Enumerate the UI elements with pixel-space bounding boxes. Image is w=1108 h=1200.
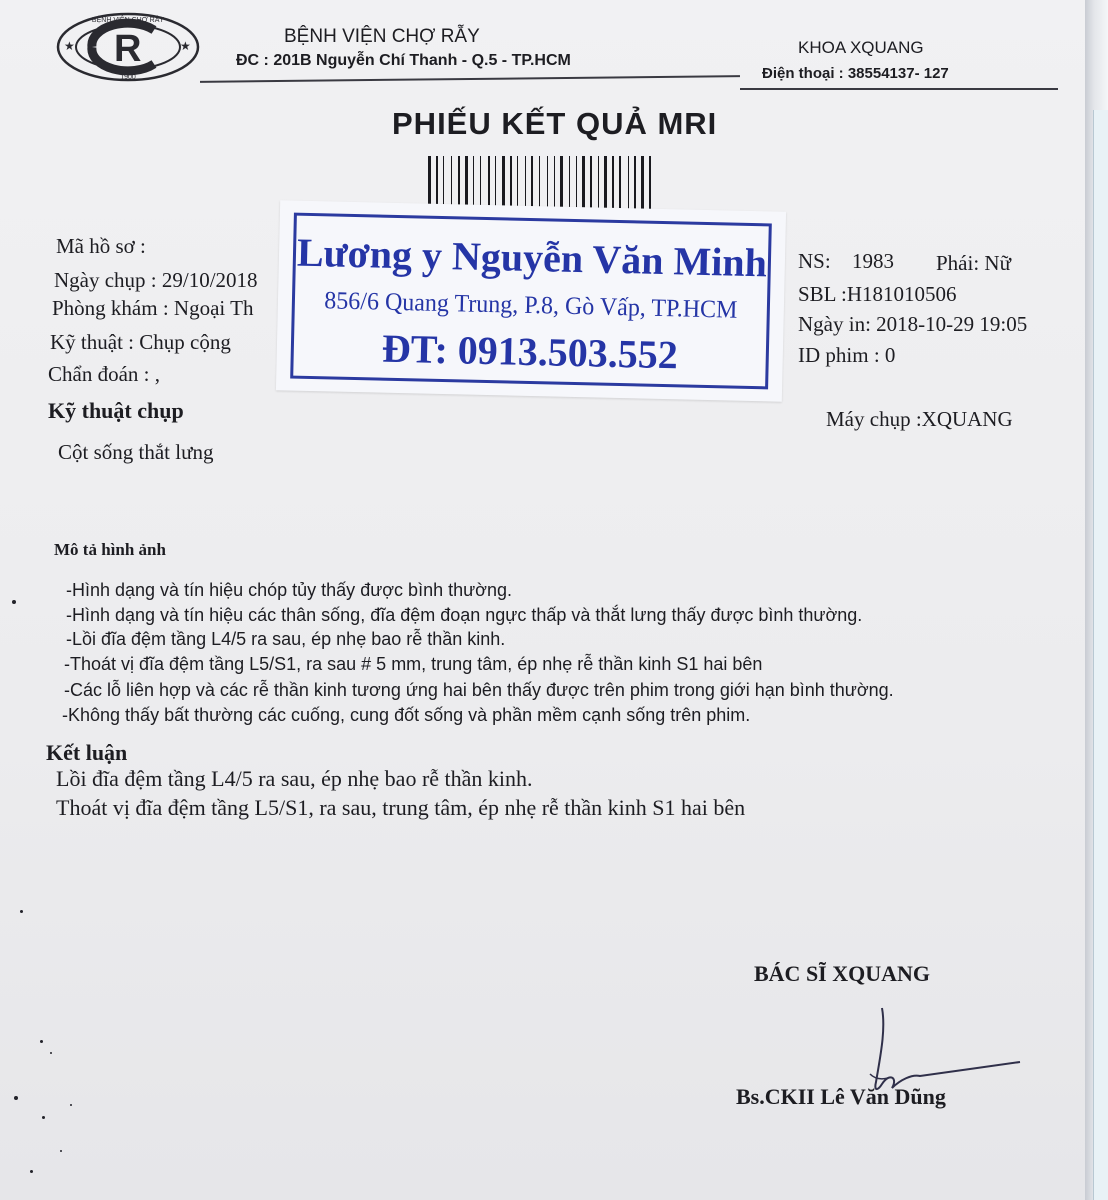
barcode-bar (514, 156, 515, 210)
birth-year-label: NS: (798, 249, 831, 273)
logo-arc-text: BỆNH VIỆN CHỢ RẪY (91, 17, 165, 24)
ink-speck (60, 1150, 62, 1152)
stamp-name: Lương y Nguyễn Văn Minh (296, 229, 768, 286)
barcode-bar (569, 156, 570, 210)
clinic: Phòng khám : Ngoại Th (52, 296, 254, 320)
barcode-bar (436, 156, 438, 210)
barcode-bar (560, 156, 563, 210)
signature-title: BÁC SĨ XQUANG (754, 961, 931, 986)
header-divider-right (740, 88, 1058, 90)
barcode-bar (535, 156, 537, 210)
barcode-bar (587, 156, 588, 210)
barcode-bar (465, 156, 468, 210)
ink-speck (70, 1104, 72, 1106)
barcode-bar (641, 156, 644, 210)
ink-speck (50, 1052, 52, 1054)
barcode-bar (623, 156, 626, 210)
doctor-name: Bs.CKII Lê Văn Dũng (736, 1084, 946, 1109)
stamp-phone: ĐT: 0913.503.552 (381, 325, 679, 378)
sbl-number: SBL :H181010506 (798, 282, 957, 306)
hospital-address: ĐC : 201B Nguyễn Chí Thanh - Q.5 - TP.HCM (236, 52, 571, 69)
svg-text:R: R (114, 28, 142, 70)
barcode-bar (542, 156, 545, 210)
barcode-bar (590, 156, 592, 210)
barcode-bar (473, 156, 474, 210)
description-item: -Các lỗ liên hợp và các rễ thần kinh tương ứng hai bên thấy được trên phim trong giới hạn bình thường. (64, 680, 894, 700)
conclusion-heading: Kết luận (46, 740, 128, 765)
clinic-stamp (276, 200, 786, 401)
barcode-bar (598, 156, 599, 210)
barcode-bar (454, 156, 456, 210)
barcode-bar (451, 156, 452, 210)
ink-speck (14, 1096, 18, 1100)
barcode-bar (531, 156, 533, 210)
ink-speck (12, 600, 16, 604)
barcode-bar (458, 156, 460, 210)
description-item: -Thoát vị đĩa đệm tầng L5/S1, ra sau # 5 mm, trung tâm, ép nhẹ rễ thần kinh S1 hai bên (64, 654, 763, 674)
barcode-bar (470, 156, 471, 210)
barcode-bar (517, 156, 518, 210)
machine: Máy chụp :XQUANG (826, 407, 1013, 431)
logo-year: 1900 (120, 74, 136, 81)
header-divider-left (200, 75, 740, 83)
svg-text:★: ★ (64, 39, 75, 53)
record-id-label: Mã hồ sơ : (56, 234, 146, 258)
technique-heading: Kỹ thuật chụp (48, 398, 184, 423)
department-phone: Điện thoại : 38554137- 127 (762, 65, 949, 82)
barcode-bar (492, 156, 493, 210)
barcode-bar (554, 156, 555, 210)
barcode-bar (498, 156, 500, 210)
barcode-bar (582, 156, 585, 210)
conclusion-line: Thoát vị đĩa đệm tầng L5/S1, ra sau, trung tâm, ép nhẹ rễ thần kinh S1 hai bên (56, 795, 746, 820)
ink-speck (42, 1116, 45, 1119)
barcode-bar (528, 156, 529, 210)
barcode-bar (565, 156, 567, 210)
page-title: PHIẾU KẾT QUẢ MRI (392, 106, 718, 141)
technique-value: Cột sống thắt lưng (58, 440, 214, 464)
barcode-bar (520, 156, 523, 210)
ink-speck (40, 1040, 43, 1043)
barcode-bar (547, 156, 548, 210)
barcode-bar (550, 156, 552, 210)
ink-speck (30, 1170, 33, 1173)
description-heading: Mô tả hình ảnh (54, 540, 166, 559)
barcode-bar (510, 156, 512, 210)
barcode-bar (594, 156, 596, 210)
film-id: ID phim : 0 (798, 343, 896, 367)
diagnosis: Chẩn đoán : , (48, 362, 160, 386)
stamp-address: 856/6 Quang Trung, P.8, Gò Vấp, TP.HCM (324, 287, 738, 324)
barcode-bar (502, 156, 505, 210)
barcode-bar (446, 156, 449, 210)
scan-date: Ngày chụp : 29/10/2018 (54, 268, 258, 292)
barcode-bar (480, 156, 481, 210)
description-item: -Hình dạng và tín hiệu các thân sống, đĩa đệm đoạn ngực thấp và thắt lưng thấy được bình thường. (66, 605, 863, 625)
barcode-bar (638, 156, 639, 210)
barcode-bar (462, 156, 463, 210)
barcode-bar (634, 156, 636, 210)
hospital-logo (56, 12, 200, 82)
description-item: -Lồi đĩa đệm tầng L4/5 ra sau, ép nhẹ bao rễ thần kinh. (66, 629, 506, 649)
barcode-bar (443, 156, 444, 210)
barcode-bar (576, 156, 577, 210)
barcode-bar (579, 156, 580, 210)
barcode-bar (653, 156, 654, 210)
barcode-bar (646, 156, 647, 210)
barcode-bar (628, 156, 629, 210)
barcode-bar (428, 156, 431, 210)
ink-speck (20, 910, 23, 913)
page-edge (1085, 0, 1108, 1200)
barcode-bar (507, 156, 508, 210)
barcode-bar (619, 156, 621, 210)
birth-year: 1983 (852, 249, 894, 273)
print-date: Ngày in: 2018-10-29 19:05 (798, 312, 1028, 336)
barcode-bar (488, 156, 490, 210)
barcode-bar (612, 156, 614, 210)
barcode-bar (631, 156, 632, 210)
barcode-bar (433, 156, 434, 210)
barcode-bar (604, 156, 607, 210)
barcode-bar (476, 156, 478, 210)
gender: Phái: Nữ (936, 251, 1011, 275)
barcode-bar (649, 156, 651, 210)
barcode (428, 156, 696, 210)
barcode-bar (483, 156, 486, 210)
barcode-bar (616, 156, 617, 210)
barcode-bar (495, 156, 496, 210)
barcode-bar (557, 156, 558, 210)
department-name: KHOA XQUANG (798, 38, 924, 57)
barcode-bar (609, 156, 610, 210)
technique-line: Kỹ thuật : Chụp cộng (50, 330, 231, 354)
barcode-bar (440, 156, 441, 210)
conclusion-line: Lồi đĩa đệm tầng L4/5 ra sau, ép nhẹ bao rễ thần kinh. (56, 766, 533, 791)
barcode-bar (572, 156, 574, 210)
barcode-bar (539, 156, 540, 210)
svg-text:★: ★ (180, 39, 191, 53)
description-item: -Hình dạng và tín hiệu chóp tủy thấy được bình thường. (66, 580, 512, 600)
description-item: -Không thấy bất thường các cuống, cung đốt sống và phần mềm cạnh sống trên phim. (62, 705, 751, 725)
barcode-bar (601, 156, 602, 210)
hospital-name: BỆNH VIỆN CHỢ RẪY (284, 26, 480, 47)
barcode-bar (525, 156, 526, 210)
